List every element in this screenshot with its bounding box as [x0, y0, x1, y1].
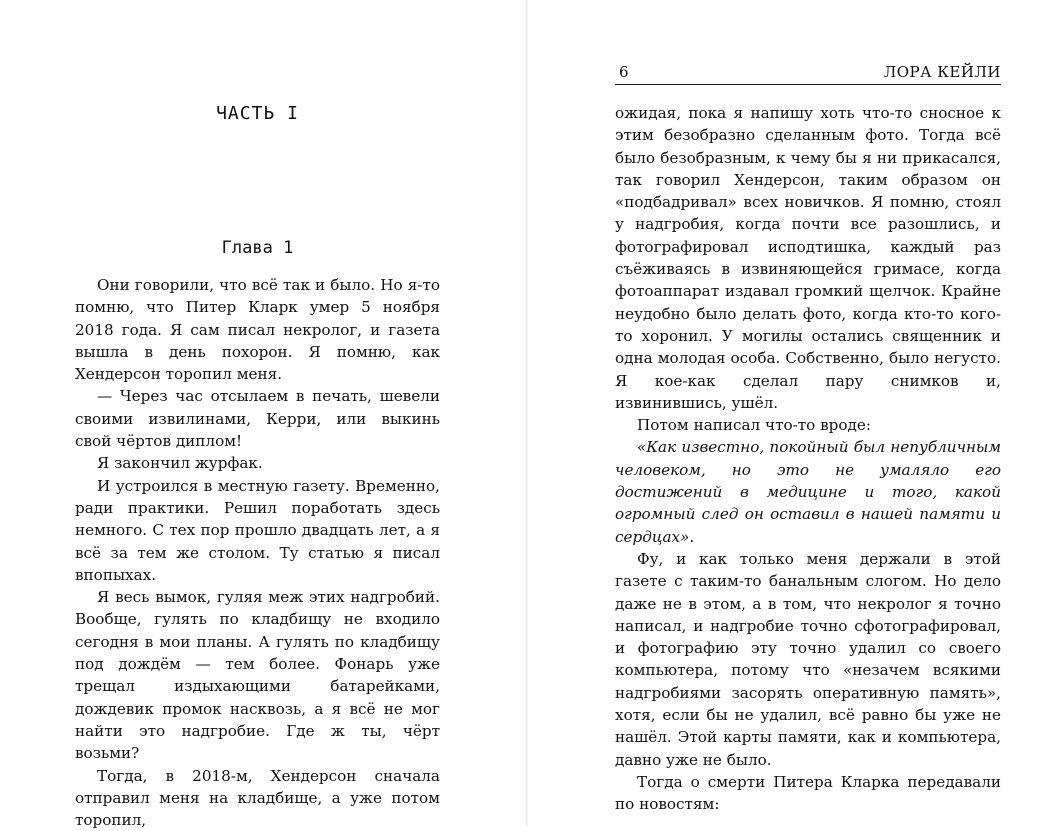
paragraph: ожидая, пока я напишу хоть что-то сносное к этим безобразно сделанным фото. Тогда всё было безобразным, к чему бы я ни прикасался, так говорил Хендерсон, таким образом он «подбадривал» всех новичков. Я помню, стоял у надгробия, когда почти все разошлись, и фотографировал исподтишка, каждый раз съёживаясь в извиняющейся гримасе, когда фотоаппарат издавал громкий щелчок. Крайне неудобно было делать фото, когда кто-то кого-то хоронил. У могилы остались священник и одна молодая особа. Собственно, было негусто. Я кое-как сделал пару снимков и, извинившись, ушёл.: [615, 104, 1001, 412]
running-header: [615, 63, 1001, 85]
obituary-quote: «Как известно, покойный был непубличным человеком, но это не умаляло его достижений в медицине и того, какой огромный след он оставил в нашей памяти и сердцах».: [615, 438, 1001, 546]
paragraph: Потом написал что-то вроде:: [637, 416, 871, 435]
right-page-text: [615, 102, 1001, 816]
paragraph: Я закончил журфак.: [97, 454, 263, 473]
paragraph: Тогда о смерти Питера Кларка передавали по новостям:: [615, 772, 1001, 814]
book-gutter: [526, 0, 528, 826]
part-title: ЧАСТЬ I: [216, 103, 299, 124]
paragraph: Тогда, в 2018-м, Хендерсон сначала отправил меня на кладбище, а уже потом торопил,: [75, 766, 440, 830]
right-page: [615, 0, 1001, 826]
paragraph: — Через час отсылаем в печать, шевели своими извилинами, Керри, или выкинь свой чёртов диплом!: [75, 387, 440, 451]
left-page-text: [75, 274, 440, 831]
paragraph: Они говорили, что всё так и было. Но я-то помню, что Питер Кларк умер 5 ноября 2018 года. Я сам писал некролог, и газета вышла в день похорон. Я помню, как Хендерсон торопил меня.: [75, 276, 440, 384]
page-number: 6: [619, 63, 629, 81]
header-author: ЛОРА КЕЙЛИ: [883, 63, 1001, 81]
paragraph: Фу, и как только меня держали в этой газете с таким-то банальным слогом. Но дело даже не в этом, а в том, что некролог я точно написал, и надгробие точно сфотографировал, и фотографию эту точно удалил со своего компьютера, потому что «незачем всякими надгробиями засорять оперативную память», хотя, если бы не удалил, всё равно бы уже не нашёл. Этой карты памяти, как и компьютера, давно уже не было.: [615, 549, 1001, 769]
left-page: [75, 0, 440, 830]
paragraph: И устроился в местную газету. Временно, ради практики. Решил поработать здесь немного. С тех пор прошло двадцать лет, а я всё за тем же столом. Ту статью я писал впопыхах.: [75, 476, 440, 584]
chapter-title: Глава 1: [221, 238, 294, 258]
paragraph: Я весь вымок, гуляя меж этих надгробий. Вообще, гулять по кладбищу не входило сегодня в мои планы. А гулять по кладбищу под дождём — тем более. Фонарь уже трещал издыхающими батарейками, дождевик промок насквозь, а я всё не мог найти это надгробие. Где ж ты, чёрт возьми?: [75, 588, 440, 763]
